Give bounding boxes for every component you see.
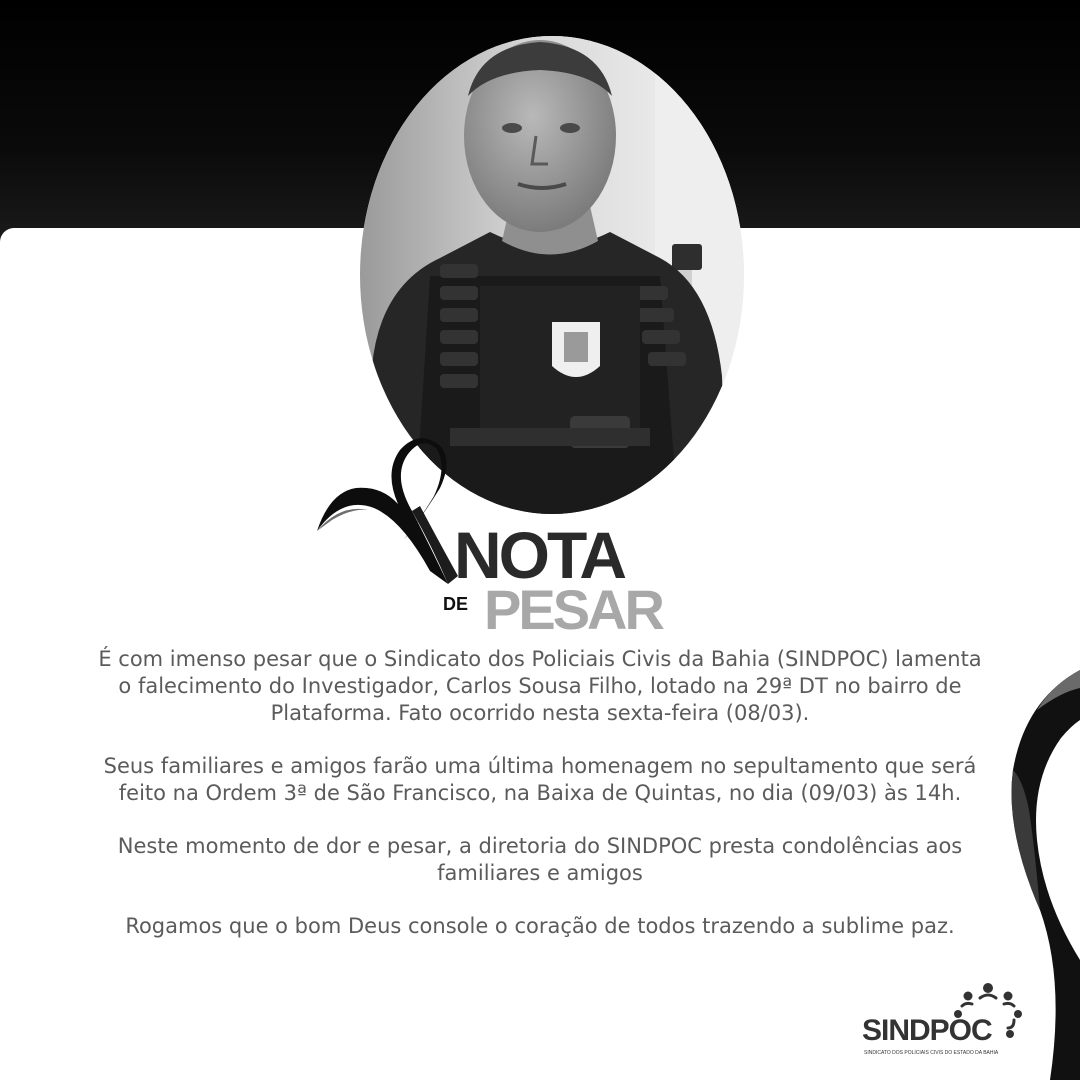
- paragraph: É com imenso pesar que o Sindicato dos Policiais Civis da Bahia (SINDPOC) lamenta o falecimento do Investigador, Carlos Sousa Filho, lotado na 29ª DT no bairro de Plataforma. Fato ocorrido nesta sexta-feira (08/03).: [98, 647, 982, 725]
- condolence-text: [90, 646, 990, 966]
- paragraph: Seus familiares e amigos farão uma última homenagem no sepultamento que será feito na Ordem 3ª de São Francisco, na Baixa de Quintas, no dia (09/03) às 14h.: [103, 754, 977, 805]
- title-pesar: PESAR: [484, 578, 662, 641]
- sindpoc-logo: [862, 982, 1032, 1060]
- title-de: DE: [443, 594, 469, 614]
- logo-subtitle: SINDICATO DOS POLICIAIS CIVIS DO ESTADO DA BAHIA: [864, 1050, 999, 1056]
- mourning-ribbon-icon: [312, 436, 472, 586]
- logo-wordmark: SINDPOC: [862, 1014, 992, 1047]
- paragraph: Rogamos que o bom Deus console o coração de todos trazendo a sublime paz.: [125, 914, 955, 938]
- title-nota: NOTA: [454, 518, 625, 592]
- paragraph: Neste momento de dor e pesar, a diretoria do SINDPOC presta condolências aos familiares e amigos: [117, 834, 963, 885]
